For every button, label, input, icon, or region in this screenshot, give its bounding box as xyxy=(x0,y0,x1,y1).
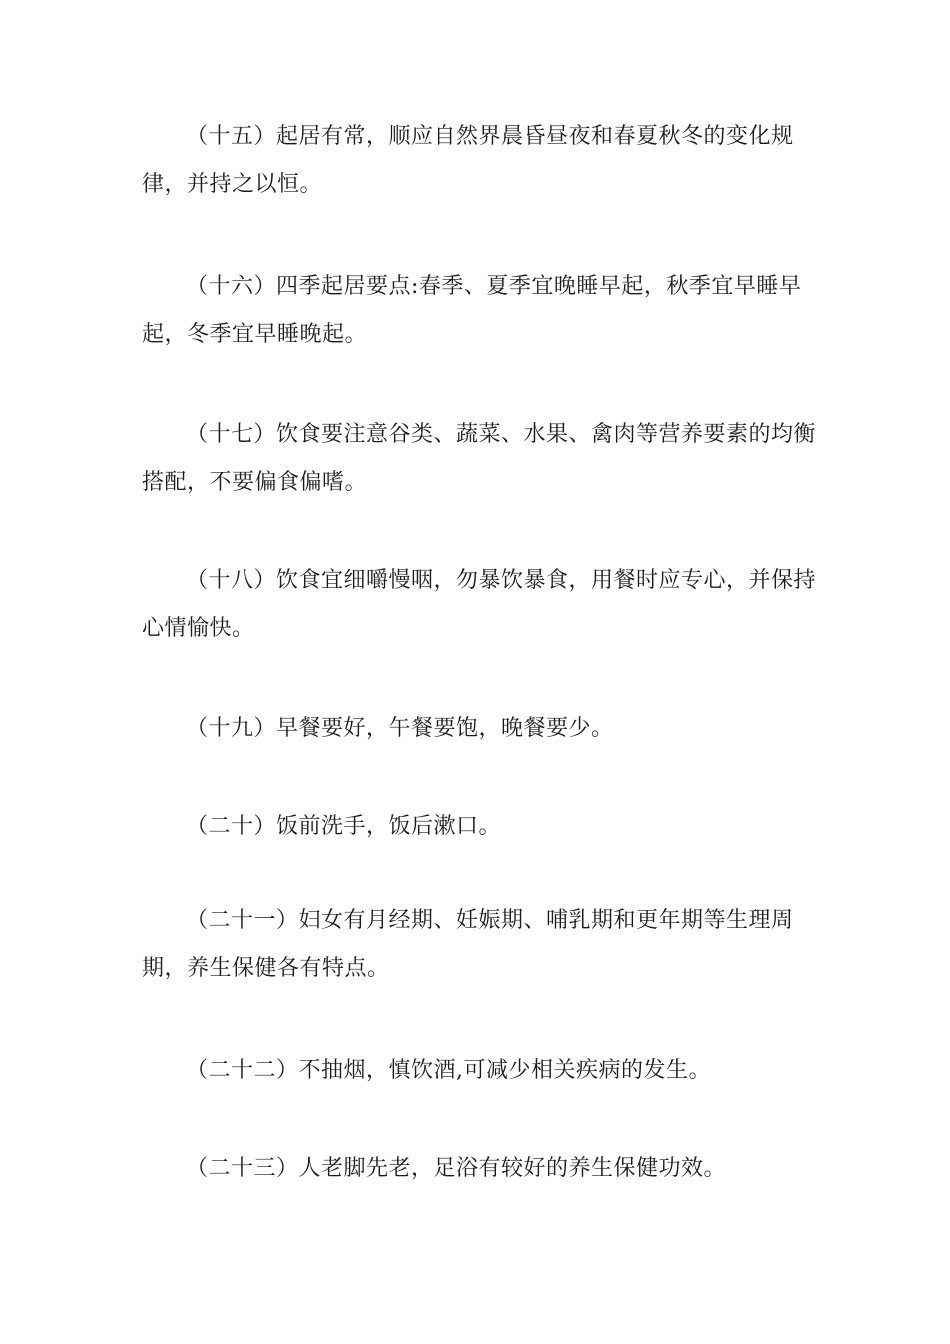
paragraph-15: （十五）起居有常，顺应自然界晨昏昼夜和春夏秋冬的变化规律，并持之以恒。 xyxy=(142,124,794,197)
paragraph-22: （二十二）不抽烟，慎饮酒,可减少相关疾病的发生。 xyxy=(186,1058,711,1083)
paragraph-21: （二十一）妇女有月经期、妊娠期、哺乳期和更年期等生理周期，养生保健各有特点。 xyxy=(142,908,794,981)
paragraph-20: （二十）饭前洗手，饭后漱口。 xyxy=(186,814,502,839)
paragraph-16: （十六）四季起居要点:春季、夏季宜晚睡早起，秋季宜早睡早起，冬季宜早睡晚起。 xyxy=(142,274,802,347)
paragraph-18: （十八）饮食宜细嚼慢咽，勿暴饮暴食，用餐时应专心，并保持心情愉快。 xyxy=(142,568,817,641)
paragraph-19: （十九）早餐要好，午餐要饱，晚餐要少。 xyxy=(186,716,614,741)
paragraph-17: （十七）饮食要注意谷类、蔬菜、水果、禽肉等营养要素的均衡搭配，不要偏食偏嗜。 xyxy=(142,422,817,495)
paragraph-23: （二十三）人老脚先老，足浴有较好的养生保健功效。 xyxy=(186,1156,727,1181)
